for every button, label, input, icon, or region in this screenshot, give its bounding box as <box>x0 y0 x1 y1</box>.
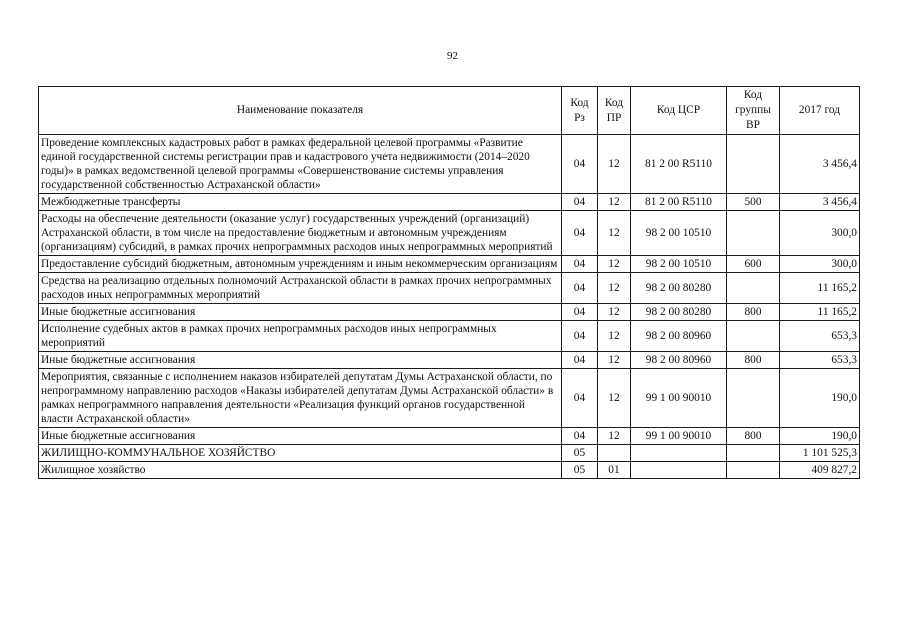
row-pr: 12 <box>598 369 631 428</box>
table-row <box>39 194 860 211</box>
header-csr <box>631 87 727 135</box>
header-vr-line-1: Код <box>743 89 763 101</box>
row-amount: 300,0 <box>780 256 860 273</box>
row-rz: 04 <box>562 256 598 273</box>
table-row <box>39 352 860 369</box>
row-pr: 12 <box>598 428 631 445</box>
row-pr: 01 <box>598 462 631 479</box>
row-pr: 12 <box>598 256 631 273</box>
row-pr: 12 <box>598 304 631 321</box>
row-vr: 600 <box>727 256 780 273</box>
table-row <box>39 273 860 304</box>
row-rz: 04 <box>562 321 598 352</box>
row-csr: 98 2 00 80960 <box>631 352 727 369</box>
row-csr <box>631 445 727 462</box>
header-pr-line-2: ПР <box>606 111 622 124</box>
row-pr: 12 <box>598 321 631 352</box>
row-name: Межбюджетные трансферты <box>39 194 562 211</box>
row-csr: 99 1 00 90010 <box>631 428 727 445</box>
row-rz: 04 <box>562 135 598 194</box>
header-year <box>780 87 860 135</box>
row-csr <box>631 462 727 479</box>
row-amount: 300,0 <box>780 211 860 256</box>
row-pr <box>598 445 631 462</box>
table-row <box>39 369 860 428</box>
header-pr <box>598 87 631 135</box>
row-vr: 800 <box>727 352 780 369</box>
row-csr: 99 1 00 90010 <box>631 369 727 428</box>
row-name: Исполнение судебных актов в рамках прочих непрограммных расходов иных непрограммных мероприятий <box>39 321 562 352</box>
row-rz: 04 <box>562 211 598 256</box>
table-row <box>39 256 860 273</box>
row-pr: 12 <box>598 352 631 369</box>
row-vr <box>727 211 780 256</box>
row-amount: 653,3 <box>780 321 860 352</box>
header-vr-line-3: ВР <box>746 119 760 131</box>
table-row <box>39 462 860 479</box>
row-vr <box>727 462 780 479</box>
budget-table <box>38 86 860 479</box>
row-name: Предоставление субсидий бюджетным, автономным учреждениям и иным некоммерческим организациям <box>39 256 562 273</box>
row-csr: 98 2 00 80280 <box>631 304 727 321</box>
row-name: ЖИЛИЩНО-КОММУНАЛЬНОЕ ХОЗЯЙСТВО <box>39 445 562 462</box>
row-csr: 98 2 00 10510 <box>631 211 727 256</box>
row-name: Иные бюджетные ассигнования <box>39 304 562 321</box>
header-name-label: Наименование показателя <box>236 104 364 116</box>
row-rz: 04 <box>562 273 598 304</box>
header-csr-label: Код ЦСР <box>656 104 701 116</box>
row-rz: 05 <box>562 462 598 479</box>
header-rz-line-2: Рз <box>574 111 585 124</box>
table-row <box>39 211 860 256</box>
row-rz: 05 <box>562 445 598 462</box>
header-year-label: 2017 год <box>798 104 841 116</box>
row-vr: 800 <box>727 428 780 445</box>
header-vr-line-2: группы <box>735 104 771 116</box>
header-vr <box>727 87 780 135</box>
row-name: Расходы на обеспечение деятельности (оказание услуг) государственных учреждений (организаций) Астраханской области, в том числе на предоставление бюджетным и автономным учреждениям (организациям) субсидий, в рамках прочих непрограммных расходов иных непрограммных мероприятий <box>39 211 562 256</box>
row-vr <box>727 135 780 194</box>
row-rz: 04 <box>562 194 598 211</box>
row-pr: 12 <box>598 135 631 194</box>
table-row <box>39 135 860 194</box>
row-amount: 653,3 <box>780 352 860 369</box>
row-name: Иные бюджетные ассигнования <box>39 428 562 445</box>
row-csr: 98 2 00 10510 <box>631 256 727 273</box>
header-name <box>39 87 562 135</box>
header-rz-line-1: Код <box>570 96 589 109</box>
row-rz: 04 <box>562 352 598 369</box>
row-rz: 04 <box>562 428 598 445</box>
row-amount: 409 827,2 <box>780 462 860 479</box>
header-rz <box>562 87 598 135</box>
table-row <box>39 304 860 321</box>
row-vr <box>727 273 780 304</box>
row-vr <box>727 321 780 352</box>
row-pr: 12 <box>598 194 631 211</box>
page-number: 92 <box>447 50 458 62</box>
row-csr: 98 2 00 80960 <box>631 321 727 352</box>
row-vr <box>727 445 780 462</box>
row-name: Иные бюджетные ассигнования <box>39 352 562 369</box>
row-amount: 3 456,4 <box>780 135 860 194</box>
row-amount: 190,0 <box>780 369 860 428</box>
table-header-row <box>39 87 860 135</box>
row-amount: 190,0 <box>780 428 860 445</box>
row-pr: 12 <box>598 273 631 304</box>
header-pr-line-1: Код <box>604 96 624 109</box>
row-name: Средства на реализацию отдельных полномочий Астраханской области в рамках прочих непрограммных расходов иных непрограммных мероприятий <box>39 273 562 304</box>
row-vr: 800 <box>727 304 780 321</box>
row-name: Жилищное хозяйство <box>39 462 562 479</box>
row-csr: 81 2 00 R5110 <box>631 194 727 211</box>
row-amount: 1 101 525,3 <box>780 445 860 462</box>
row-rz: 04 <box>562 369 598 428</box>
row-csr: 98 2 00 80280 <box>631 273 727 304</box>
row-vr: 500 <box>727 194 780 211</box>
row-amount: 11 165,2 <box>780 304 860 321</box>
table-row <box>39 321 860 352</box>
table-row <box>39 445 860 462</box>
row-rz: 04 <box>562 304 598 321</box>
row-name: Мероприятия, связанные с исполнением наказов избирателей депутатам Думы Астраханской области, по непрограммному направлению расходов «Наказы избирателей депутатам Думы Астраханской области» в рамках непрограммного направления деятельности «Реализация функций органов государственной власти Астраханской области» <box>39 369 562 428</box>
row-amount: 11 165,2 <box>780 273 860 304</box>
row-name: Проведение комплексных кадастровых работ в рамках федеральной целевой программы «Развитие единой государственной системы регистрации прав и кадастрового учета недвижимости (2014–2020 годы)» в рамках ведомственной целевой программы «Совершенствование системы управления государственной собственностью Астраханской области» <box>39 135 562 194</box>
row-pr: 12 <box>598 211 631 256</box>
row-csr: 81 2 00 R5110 <box>631 135 727 194</box>
table-row <box>39 428 860 445</box>
row-vr <box>727 369 780 428</box>
row-amount: 3 456,4 <box>780 194 860 211</box>
